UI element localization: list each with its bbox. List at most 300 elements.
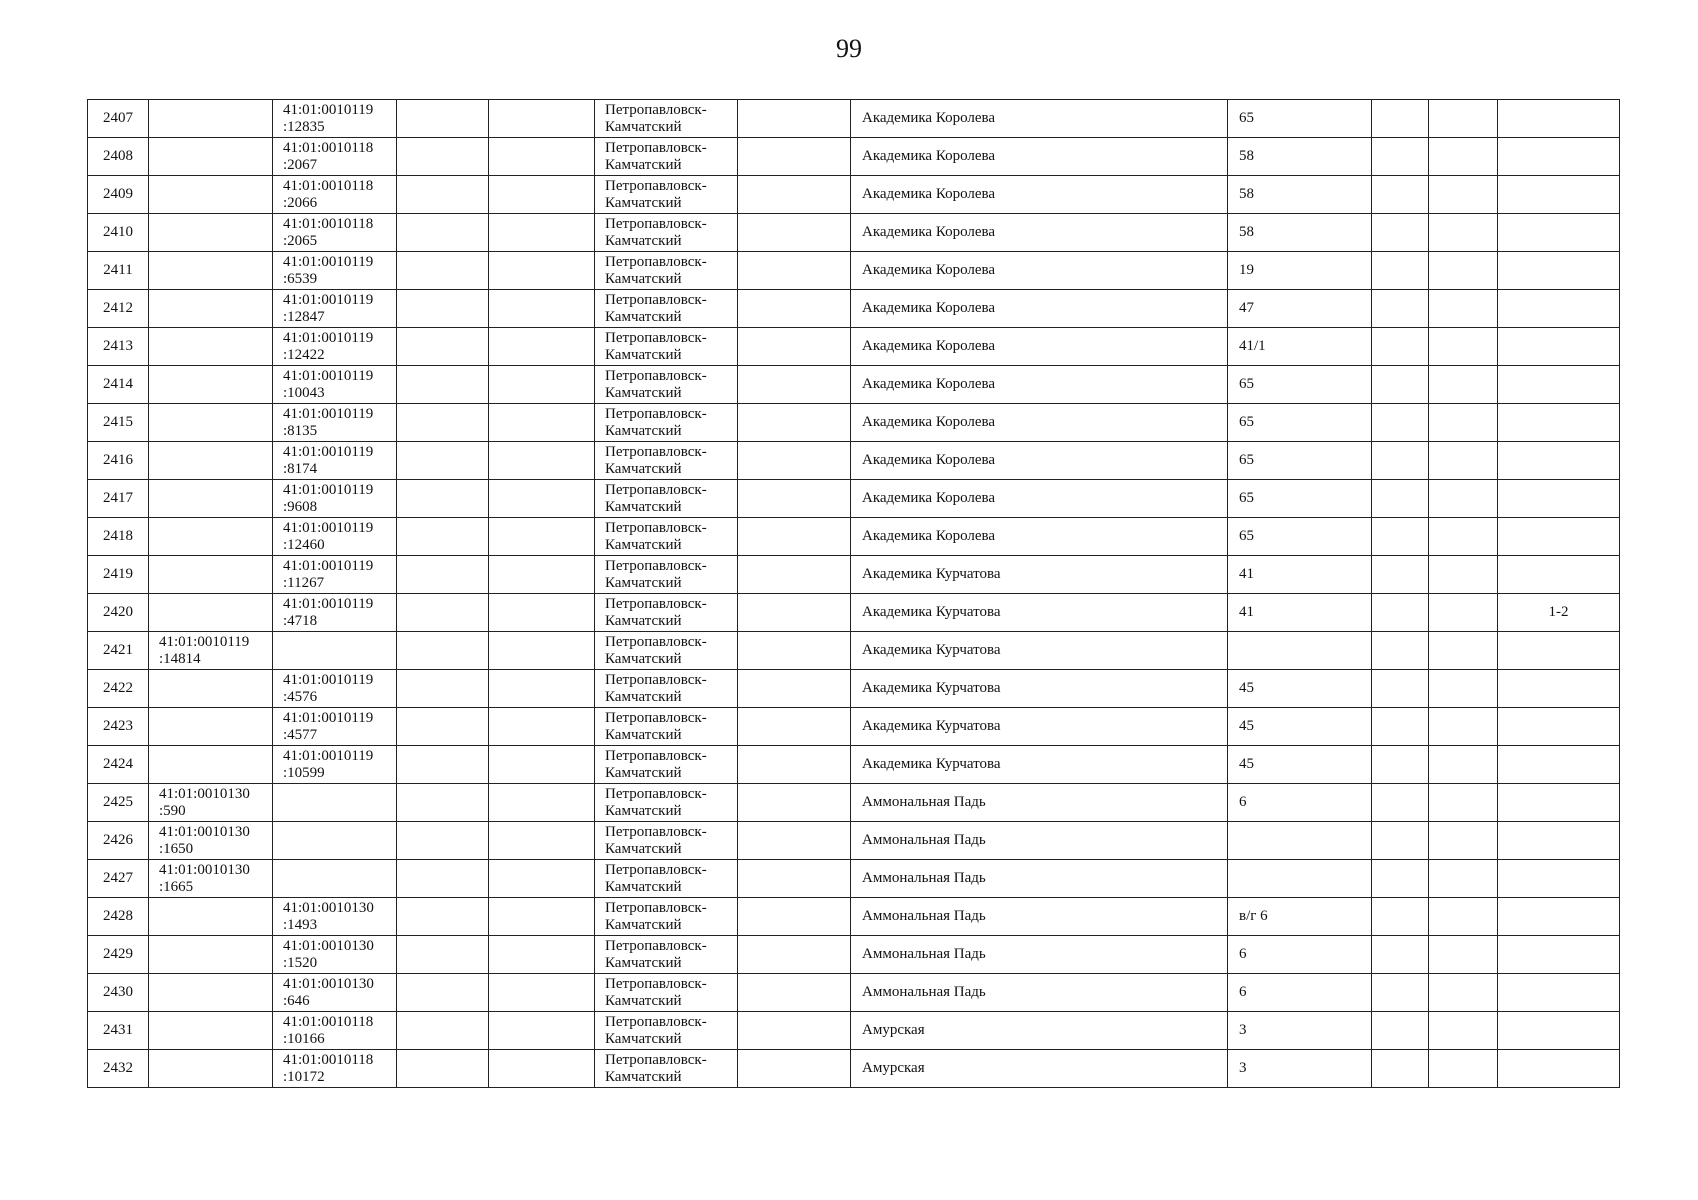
- table-row: [88, 328, 1620, 366]
- empty-cell: [1429, 214, 1498, 252]
- cadastral-number-a-cell: [149, 784, 273, 822]
- table-row: [88, 252, 1620, 290]
- row-number-cell: 2432: [88, 1050, 149, 1088]
- table-row: [88, 822, 1620, 860]
- table-row: [88, 556, 1620, 594]
- empty-cell: [397, 974, 489, 1012]
- street-name: Академика Королева: [862, 452, 996, 468]
- street-name: Академика Королева: [862, 490, 996, 506]
- cadastral-b-line-1: 41:01:0010130: [283, 975, 374, 992]
- empty-cell: [397, 1012, 489, 1050]
- cadastral-number-b-cell: [273, 252, 397, 290]
- city-line-2: Камчатский: [605, 118, 682, 135]
- street-cell: [851, 252, 1228, 290]
- house-number: 6: [1239, 794, 1247, 810]
- cadastral-b-line-2: :9608: [283, 498, 318, 515]
- empty-cell: [1429, 100, 1498, 138]
- cadastral-number-b-cell: [273, 518, 397, 556]
- house-number-cell: [1228, 974, 1372, 1012]
- empty-cell: [489, 784, 595, 822]
- cadastral-a-line-1: 41:01:0010130: [159, 861, 250, 878]
- cadastral-number-a-cell: [149, 214, 273, 252]
- cadastral-number-a-cell: [149, 1012, 273, 1050]
- street-cell: [851, 138, 1228, 176]
- cadastral-number-b-cell: [273, 1012, 397, 1050]
- empty-cell: [397, 860, 489, 898]
- empty-cell: [1429, 138, 1498, 176]
- table-row: [88, 594, 1620, 632]
- unit-cell: [1498, 556, 1620, 594]
- city-cell: [595, 784, 738, 822]
- city-cell: [595, 632, 738, 670]
- house-number: 65: [1239, 414, 1254, 430]
- cadastral-number-b-cell: [273, 214, 397, 252]
- cadastral-number-a-cell: [149, 670, 273, 708]
- table-row: [88, 214, 1620, 252]
- house-number-cell: [1228, 632, 1372, 670]
- city-line-2: Камчатский: [605, 460, 682, 477]
- cadastral-number-a-cell: [149, 176, 273, 214]
- empty-cell: [738, 290, 851, 328]
- empty-cell: [489, 214, 595, 252]
- street-cell: [851, 784, 1228, 822]
- house-number: 6: [1239, 984, 1247, 1000]
- empty-cell: [397, 366, 489, 404]
- empty-cell: [489, 898, 595, 936]
- empty-cell: [738, 746, 851, 784]
- city-line-2: Камчатский: [605, 878, 682, 895]
- empty-cell: [489, 518, 595, 556]
- street-cell: [851, 176, 1228, 214]
- empty-cell: [1429, 290, 1498, 328]
- city-line-2: Камчатский: [605, 612, 682, 629]
- empty-cell: [1372, 404, 1429, 442]
- unit-cell: [1498, 176, 1620, 214]
- empty-cell: [738, 100, 851, 138]
- table-row: [88, 1012, 1620, 1050]
- house-number-cell: [1228, 556, 1372, 594]
- empty-cell: [1372, 480, 1429, 518]
- unit-cell: [1498, 1050, 1620, 1088]
- house-number-cell: [1228, 290, 1372, 328]
- empty-cell: [1429, 252, 1498, 290]
- table-row: [88, 632, 1620, 670]
- empty-cell: [397, 480, 489, 518]
- cadastral-b-line-1: 41:01:0010119: [283, 519, 374, 536]
- city-line-1: Петропавловск-: [605, 937, 707, 954]
- cadastral-b-line-1: 41:01:0010130: [283, 899, 374, 916]
- city-line-1: Петропавловск-: [605, 861, 707, 878]
- empty-cell: [1429, 556, 1498, 594]
- cadastral-b-line-1: 41:01:0010119: [283, 595, 374, 612]
- house-number-cell: [1228, 1050, 1372, 1088]
- cadastral-number-b-cell: [273, 290, 397, 328]
- empty-cell: [397, 138, 489, 176]
- cadastral-b-line-1: 41:01:0010118: [283, 215, 374, 232]
- unit-cell: [1498, 328, 1620, 366]
- cadastral-b-line-2: :12460: [283, 536, 325, 553]
- cadastral-b-line-2: :12847: [283, 308, 325, 325]
- cadastral-b-line-2: :4577: [283, 726, 318, 743]
- house-number: 65: [1239, 452, 1254, 468]
- empty-cell: [738, 480, 851, 518]
- city-cell: [595, 936, 738, 974]
- street-cell: [851, 480, 1228, 518]
- row-number-cell: 2414: [88, 366, 149, 404]
- street-cell: [851, 518, 1228, 556]
- house-number-cell: [1228, 480, 1372, 518]
- house-number-cell: [1228, 214, 1372, 252]
- empty-cell: [1372, 936, 1429, 974]
- cadastral-number-b-cell: [273, 784, 397, 822]
- row-number-cell: 2416: [88, 442, 149, 480]
- table-row: [88, 974, 1620, 1012]
- city-cell: [595, 252, 738, 290]
- cadastral-b-line-1: 41:01:0010119: [283, 671, 374, 688]
- unit-cell: [1498, 708, 1620, 746]
- city-line-2: Камчатский: [605, 650, 682, 667]
- empty-cell: [1372, 784, 1429, 822]
- row-number-cell: 2421: [88, 632, 149, 670]
- city-line-1: Петропавловск-: [605, 557, 707, 574]
- house-number-cell: [1228, 594, 1372, 632]
- unit-cell: [1498, 290, 1620, 328]
- city-line-2: Камчатский: [605, 232, 682, 249]
- row-number-cell: 2424: [88, 746, 149, 784]
- cadastral-b-line-2: :10599: [283, 764, 325, 781]
- cadastral-number-b-cell: [273, 594, 397, 632]
- empty-cell: [489, 366, 595, 404]
- cadastral-number-a-cell: [149, 252, 273, 290]
- cadastral-b-line-1: 41:01:0010119: [283, 747, 374, 764]
- row-number-cell: 2413: [88, 328, 149, 366]
- empty-cell: [738, 1012, 851, 1050]
- street-cell: [851, 594, 1228, 632]
- unit-cell: [1498, 746, 1620, 784]
- empty-cell: [1429, 404, 1498, 442]
- city-line-1: Петропавловск-: [605, 975, 707, 992]
- cadastral-b-line-1: 41:01:0010119: [283, 481, 374, 498]
- street-cell: [851, 708, 1228, 746]
- house-number: 6: [1239, 946, 1247, 962]
- cadastral-b-line-2: :6539: [283, 270, 318, 287]
- row-number-cell: 2431: [88, 1012, 149, 1050]
- table-row: [88, 366, 1620, 404]
- empty-cell: [489, 708, 595, 746]
- street-cell: [851, 404, 1228, 442]
- empty-cell: [1429, 1050, 1498, 1088]
- house-number: 58: [1239, 186, 1254, 202]
- city-cell: [595, 556, 738, 594]
- cadastral-b-line-2: :11267: [283, 574, 325, 591]
- city-cell: [595, 822, 738, 860]
- empty-cell: [738, 974, 851, 1012]
- cadastral-number-b-cell: [273, 632, 397, 670]
- city-line-2: Камчатский: [605, 1030, 682, 1047]
- cadastral-b-line-1: 41:01:0010119: [283, 405, 374, 422]
- row-number-cell: 2410: [88, 214, 149, 252]
- cadastral-b-line-2: :10172: [283, 1068, 325, 1085]
- city-line-2: Камчатский: [605, 498, 682, 515]
- city-cell: [595, 328, 738, 366]
- empty-cell: [1372, 822, 1429, 860]
- empty-cell: [1372, 138, 1429, 176]
- cadastral-b-line-1: 41:01:0010119: [283, 329, 374, 346]
- empty-cell: [489, 442, 595, 480]
- cadastral-b-line-1: 41:01:0010119: [283, 101, 374, 118]
- city-line-2: Камчатский: [605, 422, 682, 439]
- unit-cell: [1498, 860, 1620, 898]
- city-line-1: Петропавловск-: [605, 1051, 707, 1068]
- cadastral-number-a-cell: [149, 404, 273, 442]
- city-line-1: Петропавловск-: [605, 329, 707, 346]
- empty-cell: [397, 784, 489, 822]
- city-cell: [595, 1012, 738, 1050]
- street-name: Академика Курчатова: [862, 642, 1001, 658]
- cadastral-number-b-cell: [273, 366, 397, 404]
- row-number-cell: 2423: [88, 708, 149, 746]
- row-number-cell: 2430: [88, 974, 149, 1012]
- city-line-2: Камчатский: [605, 954, 682, 971]
- street-cell: [851, 556, 1228, 594]
- empty-cell: [1429, 518, 1498, 556]
- empty-cell: [489, 1012, 595, 1050]
- house-number: 41: [1239, 566, 1254, 582]
- unit-cell: [1498, 974, 1620, 1012]
- empty-cell: [1429, 366, 1498, 404]
- cadastral-b-line-2: :10043: [283, 384, 325, 401]
- table-row: [88, 1050, 1620, 1088]
- street-cell: [851, 328, 1228, 366]
- street-cell: [851, 442, 1228, 480]
- empty-cell: [489, 860, 595, 898]
- empty-cell: [397, 898, 489, 936]
- empty-cell: [489, 936, 595, 974]
- table-row: [88, 936, 1620, 974]
- city-cell: [595, 708, 738, 746]
- city-line-1: Петропавловск-: [605, 291, 707, 308]
- house-number-cell: [1228, 404, 1372, 442]
- street-name: Аммональная Падь: [862, 984, 986, 1000]
- table-row: [88, 898, 1620, 936]
- house-number: 47: [1239, 300, 1254, 316]
- house-number-cell: [1228, 252, 1372, 290]
- cadastral-a-line-2: :590: [159, 802, 186, 819]
- cadastral-b-line-1: 41:01:0010130: [283, 937, 374, 954]
- empty-cell: [489, 290, 595, 328]
- city-line-2: Камчатский: [605, 346, 682, 363]
- street-cell: [851, 860, 1228, 898]
- street-name: Амурская: [862, 1060, 925, 1076]
- row-number-cell: 2427: [88, 860, 149, 898]
- empty-cell: [738, 936, 851, 974]
- empty-cell: [397, 442, 489, 480]
- house-number-cell: [1228, 328, 1372, 366]
- table-row: [88, 290, 1620, 328]
- row-number-cell: 2415: [88, 404, 149, 442]
- empty-cell: [489, 404, 595, 442]
- cadastral-b-line-1: 41:01:0010119: [283, 367, 374, 384]
- unit-cell: [1498, 138, 1620, 176]
- street-name: Академика Курчатова: [862, 718, 1001, 734]
- empty-cell: [1372, 898, 1429, 936]
- city-line-1: Петропавловск-: [605, 443, 707, 460]
- empty-cell: [1429, 176, 1498, 214]
- street-name: Аммональная Падь: [862, 908, 986, 924]
- city-line-1: Петропавловск-: [605, 177, 707, 194]
- city-line-2: Камчатский: [605, 1068, 682, 1085]
- cadastral-number-b-cell: [273, 670, 397, 708]
- cadastral-number-a-cell: [149, 1050, 273, 1088]
- cadastral-b-line-2: :8174: [283, 460, 318, 477]
- unit-cell: [1498, 784, 1620, 822]
- street-cell: [851, 822, 1228, 860]
- empty-cell: [1372, 290, 1429, 328]
- cadastral-b-line-1: 41:01:0010119: [283, 709, 374, 726]
- cadastral-number-a-cell: [149, 290, 273, 328]
- cadastral-number-b-cell: [273, 974, 397, 1012]
- city-line-2: Камчатский: [605, 574, 682, 591]
- empty-cell: [397, 252, 489, 290]
- cadastral-number-a-cell: [149, 746, 273, 784]
- row-number-cell: 2408: [88, 138, 149, 176]
- city-line-1: Петропавловск-: [605, 367, 707, 384]
- table-row: [88, 708, 1620, 746]
- house-number-cell: [1228, 138, 1372, 176]
- cadastral-number-b-cell: [273, 480, 397, 518]
- house-number: в/г 6: [1239, 908, 1268, 924]
- house-number: 58: [1239, 224, 1254, 240]
- empty-cell: [397, 936, 489, 974]
- empty-cell: [1429, 708, 1498, 746]
- house-number: 45: [1239, 756, 1254, 772]
- house-number: 45: [1239, 680, 1254, 696]
- cadastral-b-line-1: 41:01:0010118: [283, 177, 374, 194]
- empty-cell: [489, 328, 595, 366]
- cadastral-a-line-2: :14814: [159, 650, 201, 667]
- street-name: Академика Королева: [862, 414, 996, 430]
- cadastral-number-a-cell: [149, 708, 273, 746]
- city-line-2: Камчатский: [605, 536, 682, 553]
- cadastral-b-line-2: :8135: [283, 422, 318, 439]
- house-number-cell: [1228, 366, 1372, 404]
- table-row: [88, 176, 1620, 214]
- empty-cell: [489, 176, 595, 214]
- house-number: 45: [1239, 718, 1254, 734]
- city-line-2: Камчатский: [605, 992, 682, 1009]
- unit-cell: [1498, 404, 1620, 442]
- empty-cell: [397, 404, 489, 442]
- empty-cell: [489, 670, 595, 708]
- cadastral-a-line-2: :1665: [159, 878, 194, 895]
- cadastral-number-b-cell: [273, 746, 397, 784]
- city-cell: [595, 290, 738, 328]
- cadastral-number-b-cell: [273, 556, 397, 594]
- street-name: Аммональная Падь: [862, 832, 986, 848]
- cadastral-a-line-1: 41:01:0010119: [159, 633, 250, 650]
- city-cell: [595, 518, 738, 556]
- house-number: 65: [1239, 376, 1254, 392]
- row-number-cell: 2411: [88, 252, 149, 290]
- row-number-cell: 2422: [88, 670, 149, 708]
- street-cell: [851, 290, 1228, 328]
- house-number-cell: [1228, 860, 1372, 898]
- cadastral-b-line-1: 41:01:0010119: [283, 443, 374, 460]
- city-line-2: Камчатский: [605, 916, 682, 933]
- empty-cell: [1372, 1012, 1429, 1050]
- street-name: Академика Королева: [862, 186, 996, 202]
- empty-cell: [1429, 1012, 1498, 1050]
- cadastral-number-b-cell: [273, 1050, 397, 1088]
- cadastral-b-line-2: :2065: [283, 232, 318, 249]
- empty-cell: [738, 138, 851, 176]
- empty-cell: [738, 708, 851, 746]
- city-cell: [595, 442, 738, 480]
- street-cell: [851, 898, 1228, 936]
- city-line-2: Камчатский: [605, 764, 682, 781]
- empty-cell: [397, 1050, 489, 1088]
- house-number-cell: [1228, 936, 1372, 974]
- cadastral-b-line-2: :2066: [283, 194, 318, 211]
- cadastral-number-a-cell: [149, 138, 273, 176]
- empty-cell: [489, 632, 595, 670]
- house-number: 65: [1239, 110, 1254, 126]
- empty-cell: [397, 100, 489, 138]
- house-number: 58: [1239, 148, 1254, 164]
- cadastral-number-a-cell: [149, 822, 273, 860]
- cadastral-number-a-cell: [149, 936, 273, 974]
- cadastral-number-a-cell: [149, 974, 273, 1012]
- row-number-cell: 2409: [88, 176, 149, 214]
- unit-cell: [1498, 936, 1620, 974]
- empty-cell: [1372, 1050, 1429, 1088]
- house-number-cell: [1228, 100, 1372, 138]
- street-cell: [851, 1012, 1228, 1050]
- cadastral-number-b-cell: [273, 328, 397, 366]
- cadastral-b-line-2: :12835: [283, 118, 325, 135]
- street-cell: [851, 746, 1228, 784]
- city-cell: [595, 138, 738, 176]
- cadastral-b-line-1: 41:01:0010119: [283, 253, 374, 270]
- empty-cell: [1429, 594, 1498, 632]
- empty-cell: [397, 632, 489, 670]
- street-name: Академика Курчатова: [862, 680, 1001, 696]
- unit-cell: [1498, 670, 1620, 708]
- cadastral-number-b-cell: [273, 860, 397, 898]
- city-line-1: Петропавловск-: [605, 215, 707, 232]
- cadastral-b-line-2: :4576: [283, 688, 318, 705]
- empty-cell: [1429, 974, 1498, 1012]
- cadastral-b-line-2: :1493: [283, 916, 318, 933]
- house-number: 3: [1239, 1060, 1247, 1076]
- city-line-1: Петропавловск-: [605, 671, 707, 688]
- city-line-1: Петропавловск-: [605, 405, 707, 422]
- cadastral-number-a-cell: [149, 366, 273, 404]
- table-row: [88, 518, 1620, 556]
- empty-cell: [1372, 214, 1429, 252]
- house-number: 65: [1239, 490, 1254, 506]
- empty-cell: [738, 442, 851, 480]
- city-cell: [595, 746, 738, 784]
- house-number-cell: [1228, 708, 1372, 746]
- cadastral-b-line-1: 41:01:0010118: [283, 139, 374, 156]
- empty-cell: [489, 822, 595, 860]
- empty-cell: [738, 594, 851, 632]
- table-row: [88, 404, 1620, 442]
- empty-cell: [397, 176, 489, 214]
- city-line-1: Петропавловск-: [605, 519, 707, 536]
- empty-cell: [1372, 176, 1429, 214]
